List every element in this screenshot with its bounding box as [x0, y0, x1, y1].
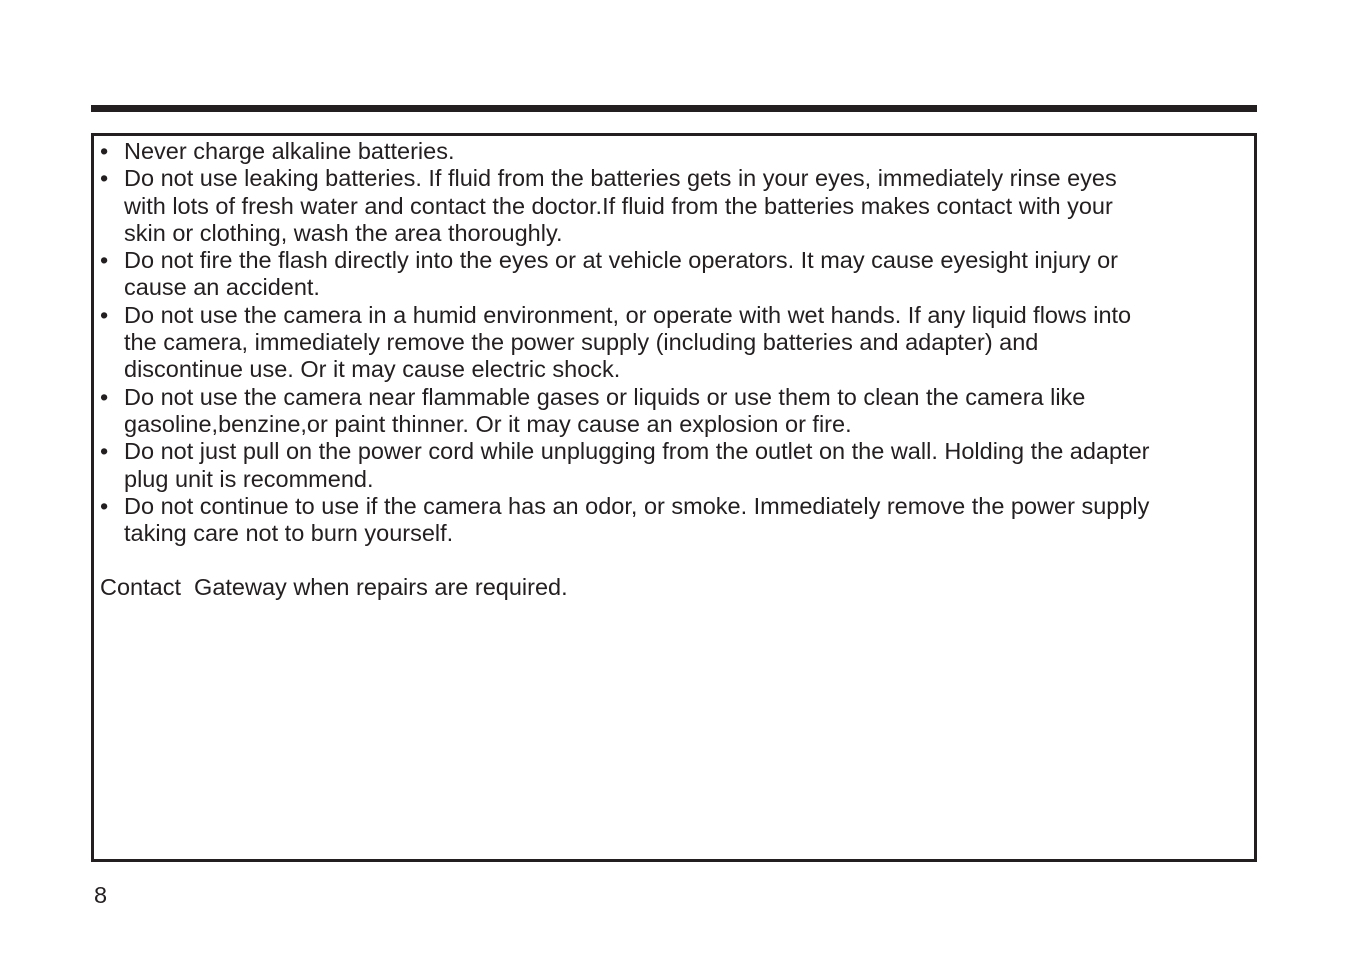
list-item — [100, 138, 1254, 165]
page-number: 8 — [94, 882, 108, 908]
warnings-box — [91, 133, 1257, 862]
list-item — [100, 493, 1254, 548]
bullet-icon: • — [100, 247, 109, 274]
list-item-line: plug unit is recommend. — [124, 465, 374, 492]
list-item — [100, 384, 1254, 439]
list-item-line: with lots of fresh water and contact the doctor.If fluid from the batteries makes contact with your — [124, 192, 1113, 219]
list-item-line: Do not use the camera near flammable gases or liquids or use them to clean the camera like — [124, 383, 1086, 410]
list-item-line: cause an accident. — [124, 274, 320, 301]
list-item-line: Do not use leaking batteries. If fluid from the batteries gets in your eyes, immediately rinse eyes — [124, 165, 1117, 192]
list-item-line: Never charge alkaline batteries. — [124, 138, 455, 164]
list-item-line: discontinue use. Or it may cause electric shock. — [124, 356, 621, 383]
list-item-line: Do not continue to use if the camera has an odor, or smoke. Immediately remove the power supply — [124, 492, 1150, 519]
warnings-list — [100, 138, 1254, 547]
header-rule — [91, 105, 1257, 112]
list-item-line: gasoline,benzine,or paint thinner. Or it may cause an explosion or fire. — [124, 410, 852, 437]
list-item-line: taking care not to burn yourself. — [124, 520, 454, 547]
list-item — [100, 438, 1254, 493]
list-item — [100, 302, 1254, 384]
list-item-line: Do not fire the flash directly into the eyes or at vehicle operators. It may cause eyesight injury or — [124, 247, 1119, 274]
bullet-icon: • — [100, 438, 109, 465]
list-item — [100, 165, 1254, 247]
bullet-icon: • — [100, 138, 109, 164]
contact-note: Contact Gateway when repairs are required. — [100, 574, 568, 601]
list-item-line: Do not just pull on the power cord while unplugging from the outlet on the wall. Holding the adapter — [124, 438, 1150, 465]
bullet-icon: • — [100, 383, 109, 410]
list-item-line: skin or clothing, wash the area thoroughly. — [124, 219, 563, 246]
bullet-icon: • — [100, 165, 109, 192]
bullet-icon: • — [100, 301, 109, 328]
bullet-icon: • — [100, 492, 109, 519]
list-item — [100, 247, 1254, 302]
list-item-line: Do not use the camera in a humid environment, or operate with wet hands. If any liquid flows into — [124, 301, 1132, 328]
list-item-line: the camera, immediately remove the power supply (including batteries and adapter) and — [124, 329, 1039, 356]
